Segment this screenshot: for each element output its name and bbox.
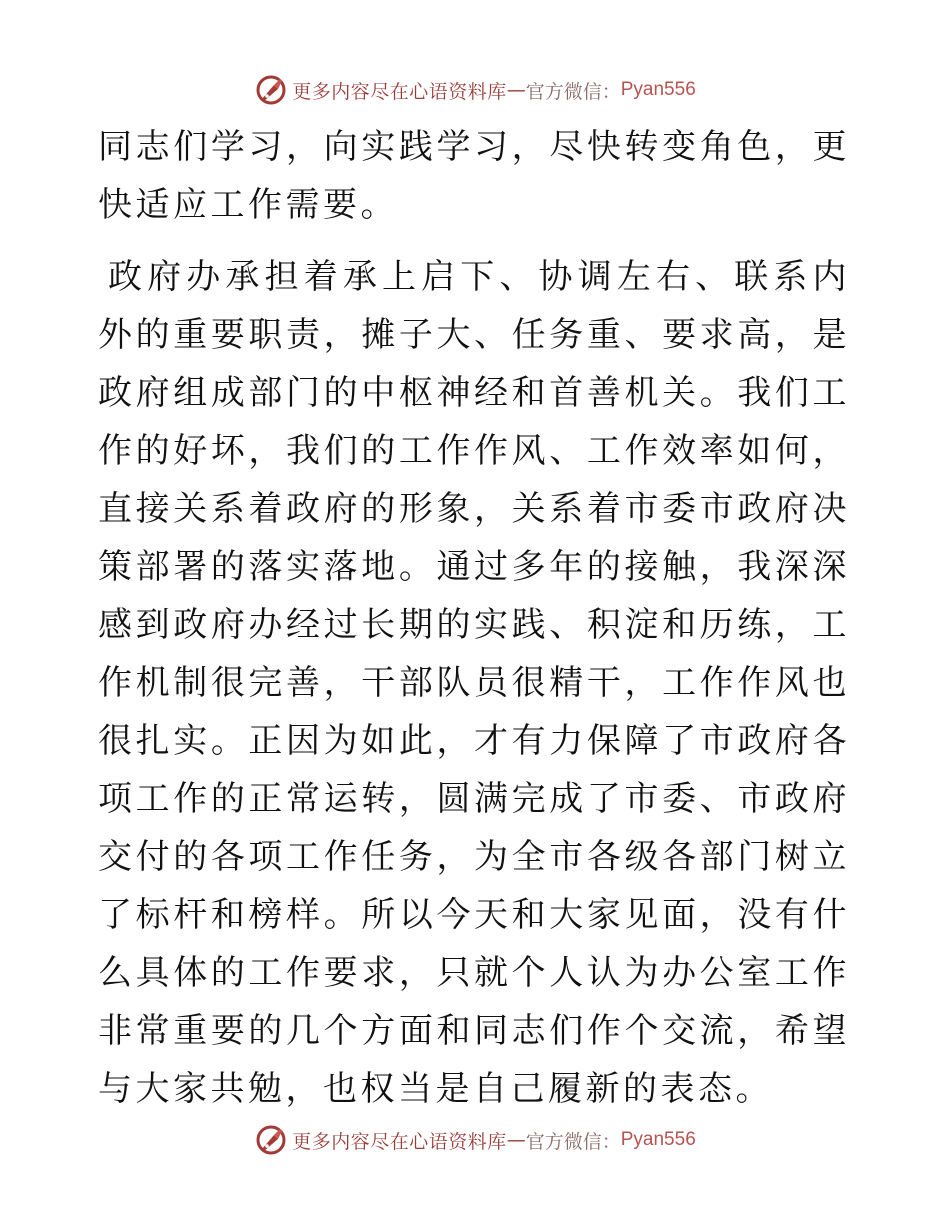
watermark-label: 官方微信： [525,80,621,103]
watermark-dash: — [506,79,526,101]
watermark-wechat-id: Pyan556 [620,1129,696,1150]
watermark-wechat-id: Pyan556 [620,79,696,100]
footer-watermark [0,1118,950,1162]
watermark-text: 更多内容尽在心语资料库 [292,1130,507,1153]
paragraph: 同志们学习，向实践学习，尽快转变角色，更快适应工作需要。 [98,127,850,225]
paragraph: 政府办承担着承上启下、协调左右、联系内外的重要职责，摊子大、任务重、要求高，是政府组成部门的中枢神经和首善机关。我们工作的好坏，我们的工作作风、工作效率如何，直接关系着政府的形象，关系着市委市政府决策部署的落实落地。通过多年的接触，我深深感到政府办经过长期的实践、积淀和历练，工作机制很完善，干部队员很精干，工作作风也很扎实。正因为如此，才有力保障了市政府各项工作的正常运转，圆满完成了市委、市政府交付的各项工作任务，为全市各级各部门树立了标杆和榜样。所以今天和大家见面，没有什么具体的工作要求，只就个人认为办公室工作非常重要的几个方面和同志们作个交流，希望与大家共勉，也权当是自己履新的表态。 [98,257,850,1109]
watermark-dash: — [506,1129,526,1151]
header-watermark [0,68,950,112]
pen-nib-logo-icon [254,1123,288,1157]
pen-nib-logo-icon [254,73,288,107]
watermark-text: 更多内容尽在心语资料库 [292,80,507,103]
watermark-label: 官方微信： [525,1130,621,1153]
document-body [98,118,850,1118]
